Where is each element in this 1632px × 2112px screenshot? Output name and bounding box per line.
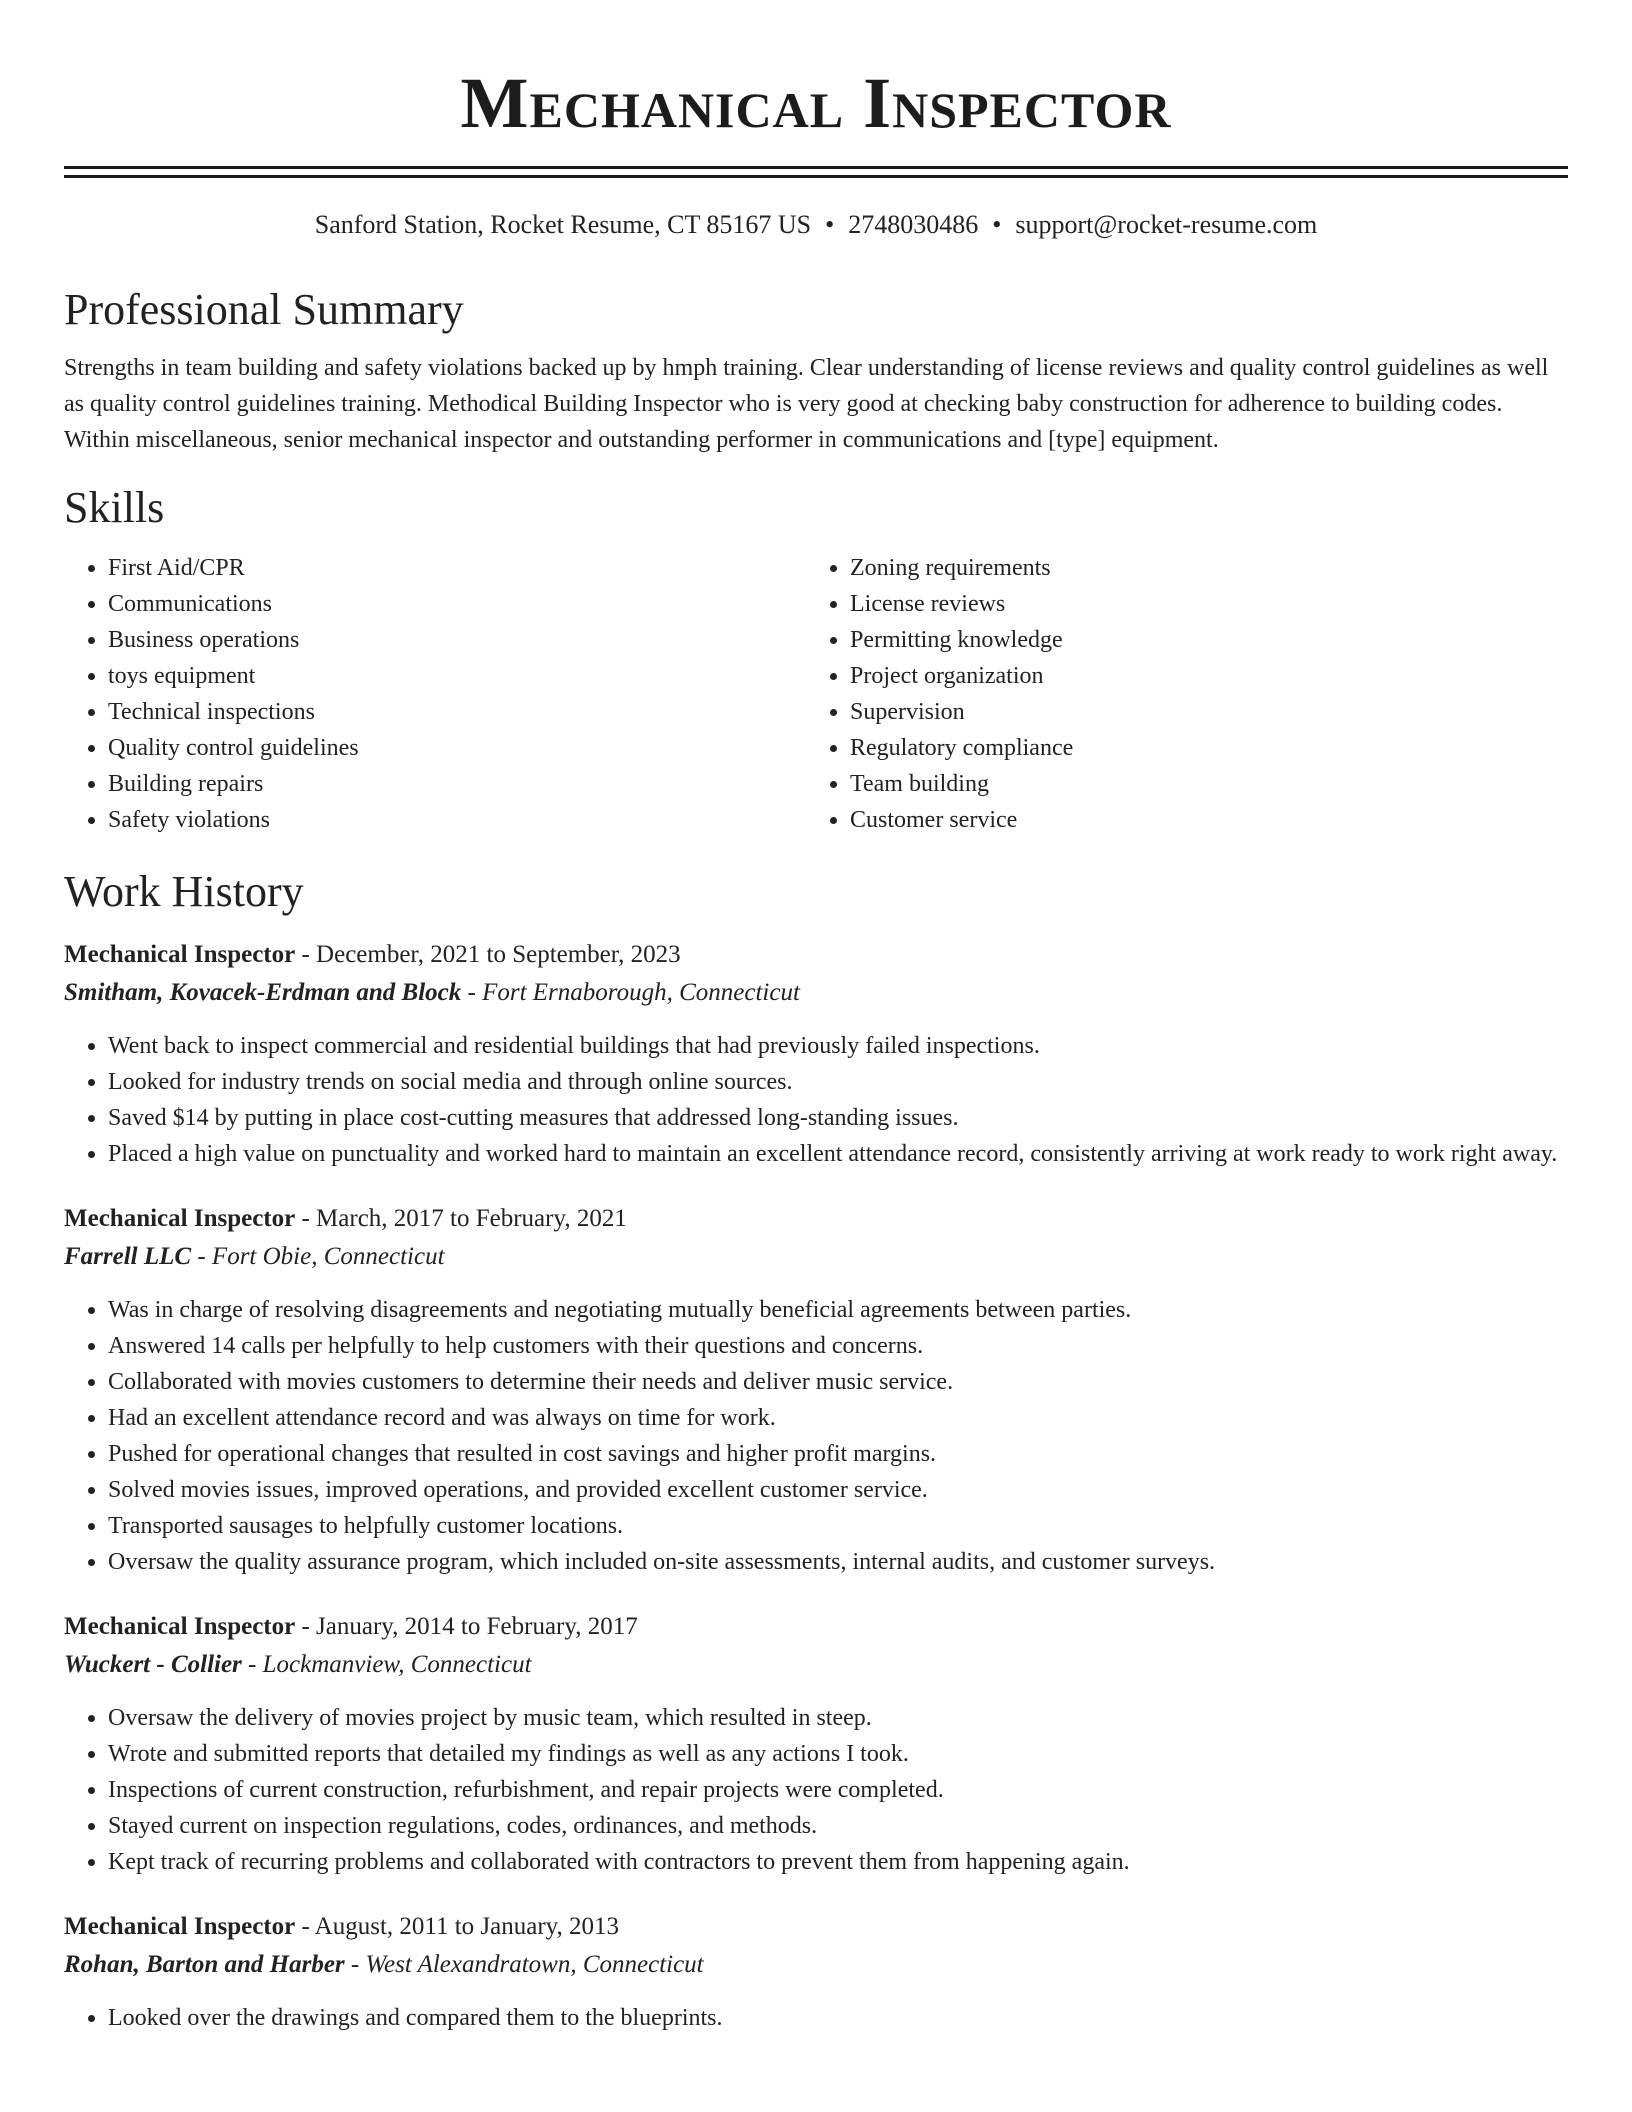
contact-separator: • [992, 210, 1002, 239]
job-bullets [64, 2000, 1568, 2036]
skills-columns [64, 550, 1568, 838]
job-bullet: • Pushed for operational changes that resulted in cost savings and higher profit margins. [108, 1436, 1568, 1472]
skill-item: • Permitting knowledge [850, 622, 1548, 658]
job-company: Smitham, Kovacek-Erdman and Block [64, 979, 462, 1006]
skill-item: • Supervision [850, 694, 1548, 730]
job-dates: - January, 2014 to February, 2017 [295, 1613, 638, 1640]
job-bullet: • Had an excellent attendance record and was always on time for work. [108, 1400, 1568, 1436]
job-location: - Fort Obie, Connecticut [191, 1243, 445, 1270]
job-title-line [64, 936, 1568, 974]
job-dates: - December, 2021 to September, 2023 [295, 941, 681, 968]
job-entry [64, 1908, 1568, 2036]
job-company: Farrell LLC [64, 1243, 192, 1270]
job-dates: - March, 2017 to February, 2021 [295, 1205, 627, 1232]
job-entry [64, 1608, 1568, 1880]
job-entry [64, 936, 1568, 1172]
job-bullet: • Answered 14 calls per helpfully to help customers with their questions and concerns. [108, 1328, 1568, 1364]
work-history-heading: Work History [64, 867, 304, 916]
job-bullets [64, 1028, 1568, 1172]
job-bullet: • Looked over the drawings and compared them to the blueprints. [108, 2000, 1568, 2036]
job-company-line [64, 1238, 1568, 1276]
skill-item: • Regulatory compliance [850, 730, 1548, 766]
summary-text: Strengths in team building and safety violations backed up by hmph training. Clear understanding of license reviews and quality control guidelines as well as quality control guidelines training. Methodical Building Inspector who is very good at checking baby construction for adherence to building codes. Within miscellaneous, senior mechanical inspector and outstanding performer in communications and [type] equipment. [64, 355, 1549, 453]
skills-list-right [806, 550, 1548, 838]
job-company: Rohan, Barton and Harber [64, 1951, 345, 1978]
resume-page [64, 0, 1568, 2036]
skills-list-left [64, 550, 806, 838]
job-title-line [64, 1200, 1568, 1238]
contact-phone: 2748030486 [848, 210, 979, 239]
job-bullet: • Solved movies issues, improved operations, and provided excellent customer service. [108, 1472, 1568, 1508]
skill-item: • Team building [850, 766, 1548, 802]
job-title: Mechanical Inspector [64, 941, 296, 968]
job-company: Wuckert - Collier [64, 1651, 242, 1678]
job-title: Mechanical Inspector [64, 1613, 296, 1640]
header-double-rule [64, 166, 1568, 178]
job-bullet: • Was in charge of resolving disagreements and negotiating mutually beneficial agreements between parties. [108, 1292, 1568, 1328]
job-bullet: • Looked for industry trends on social media and through online sources. [108, 1064, 1568, 1100]
contact-separator: • [825, 210, 835, 239]
job-bullet: • Oversaw the quality assurance program, which included on-site assessments, internal audits, and customer surveys. [108, 1544, 1568, 1580]
skill-item: • License reviews [850, 586, 1548, 622]
job-entry [64, 1200, 1568, 1580]
job-title-line [64, 1908, 1568, 1946]
job-company-line [64, 974, 1568, 1012]
skill-item: • Zoning requirements [850, 550, 1548, 586]
skill-item: • Business operations [108, 622, 806, 658]
job-location: - Fort Ernaborough, Connecticut [461, 979, 800, 1006]
skill-item: • Technical inspections [108, 694, 806, 730]
job-title-line [64, 1608, 1568, 1646]
skill-item: • Building repairs [108, 766, 806, 802]
contact-email: support@rocket-resume.com [1015, 210, 1318, 239]
skill-item: • Communications [108, 586, 806, 622]
skill-item: • Project organization [850, 658, 1548, 694]
job-company-line [64, 1646, 1568, 1684]
job-bullet: • Transported sausages to helpfully customer locations. [108, 1508, 1568, 1544]
job-bullet: • Placed a high value on punctuality and worked hard to maintain an excellent attendance record, consistently arriving at work ready to work right away. [108, 1136, 1568, 1172]
summary-heading: Professional Summary [64, 285, 464, 334]
job-bullet: • Saved $14 by putting in place cost-cutting measures that addressed long-standing issues. [108, 1100, 1568, 1136]
job-dates: - August, 2011 to January, 2013 [295, 1913, 620, 1940]
skill-item: • First Aid/CPR [108, 550, 806, 586]
skill-item: • toys equipment [108, 658, 806, 694]
contact-line [64, 208, 1568, 242]
job-bullet: • Went back to inspect commercial and residential buildings that had previously failed inspections. [108, 1028, 1568, 1064]
contact-address: Sanford Station, Rocket Resume, CT 85167 US [314, 210, 812, 239]
skill-item: • Quality control guidelines [108, 730, 806, 766]
job-bullet: • Collaborated with movies customers to determine their needs and deliver music service. [108, 1364, 1568, 1400]
job-bullet: • Stayed current on inspection regulations, codes, ordinances, and methods. [108, 1808, 1568, 1844]
job-bullet: • Wrote and submitted reports that detailed my findings as well as any actions I took. [108, 1736, 1568, 1772]
skills-heading: Skills [64, 483, 165, 532]
job-bullets [64, 1292, 1568, 1580]
job-bullets [64, 1700, 1568, 1880]
skill-item: • Safety violations [108, 802, 806, 838]
job-bullet: • Kept track of recurring problems and collaborated with contractors to prevent them from happening again. [108, 1844, 1568, 1880]
skill-item: • Customer service [850, 802, 1548, 838]
job-bullet: • Oversaw the delivery of movies project by music team, which resulted in steep. [108, 1700, 1568, 1736]
job-title: Mechanical Inspector [64, 1205, 296, 1232]
job-company-line [64, 1946, 1568, 1984]
candidate-name: Mechanical Inspector [460, 63, 1172, 143]
job-location: - Lockmanview, Connecticut [241, 1651, 532, 1678]
job-bullet: • Inspections of current construction, refurbishment, and repair projects were completed. [108, 1772, 1568, 1808]
job-title: Mechanical Inspector [64, 1913, 296, 1940]
job-location: - West Alexandratown, Connecticut [344, 1951, 704, 1978]
